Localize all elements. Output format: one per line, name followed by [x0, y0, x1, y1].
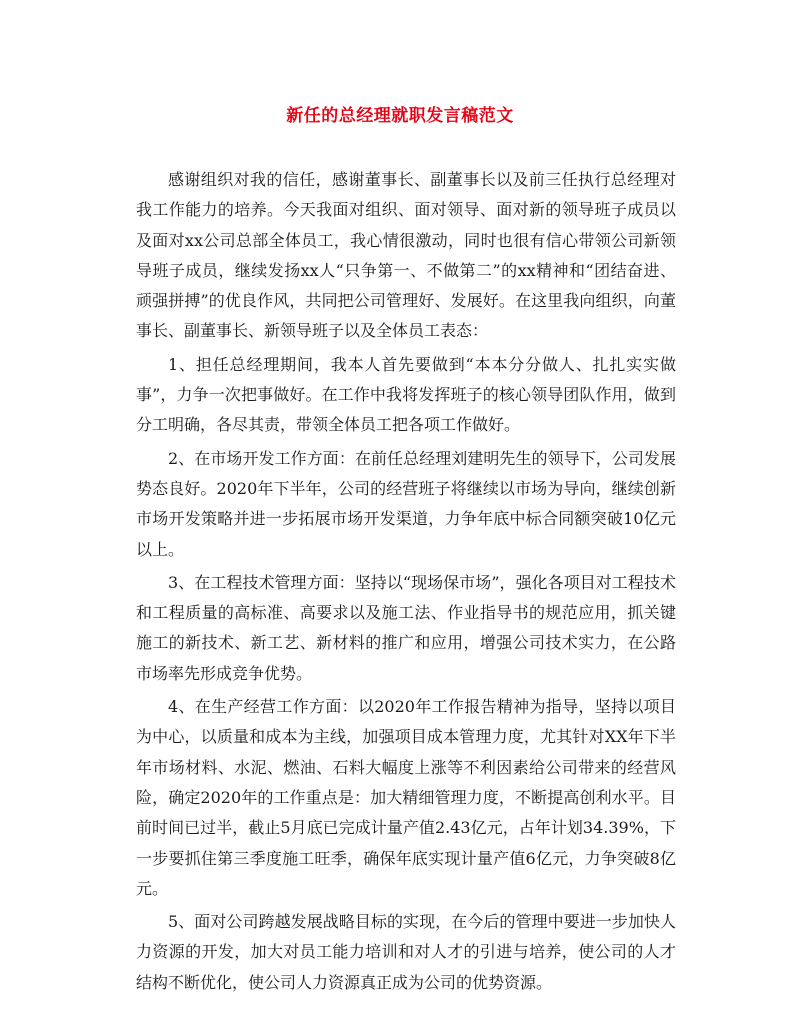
paragraph-item-3: 3、在工程技术管理方面：坚持以“现场保市场”，强化各项目对工程技术和工程质量的高标准、高要求以及施工法、作业指导书的规范应用，抓关键施工的新技术、新工艺、新材料的推广和应用，增强公司技术实力，在公路市场率先形成竞争优势。 — [136, 572, 676, 683]
paragraph-intro: 感谢组织对我的信任，感谢董事长、副董事长以及前三任执行总经理对我工作能力的培养。今天我面对组织、面对领导、面对新的领导班子成员以及面对xx公司总部全体员工，我心情很激动，同时也很有信心带领公司新领导班子成员，继续发扬xx人“只争第一、不做第二”的xx精神和“团结奋进、顽强拼搏”的优良作风，共同把公司管理好、发展好。在这里我向组织，向董事长、副董事长、新领导班子以及全体员工表态： — [136, 170, 676, 341]
paragraph-item-2: 2、在市场开发工作方面：在前任总经理刘建明先生的领导下，公司发展势态良好。2020年下半年，公司的经营班子将继续以市场为导向，继续创新市场开发策略并进一步拓展市场开发渠道，力争年底中标合同额突破10亿元以上。 — [136, 448, 676, 559]
document-title: 新任的总经理就职发言稿范文 — [286, 106, 514, 126]
document-body — [136, 165, 676, 1001]
paragraph-item-1: 1、担任总经理期间，我本人首先要做到“本本分分做人、扎扎实实做事”，力争一次把事做好。在工作中我将发挥班子的核心领导团队作用，做到分工明确，各尽其责，带领全体员工把各项工作做好。 — [136, 354, 676, 435]
paragraph-item-4: 4、在生产经营工作方面：以2020年工作报告精神为指导，坚持以项目为中心，以质量和成本为主线，加强项目成本管理力度，尤其针对XX年下半年市场材料、水泥、燃油、石料大幅度上涨等不利因素给公司带来的经营风险，确定2020年的工作重点是：加大精细管理力度，不断提高创利水平。目前时间已过半，截止5月底已完成计量产值2.43亿元，占年计划34.39%，下一步要抓住第三季度施工旺季，确保年底实现计量产值6亿元，力争突破8亿元。 — [136, 697, 676, 898]
paragraph-item-5: 5、面对公司跨越发展战略目标的实现，在今后的管理中要进一步加快人力资源的开发，加大对员工能力培训和对人才的引进与培养，使公司的人才结构不断优化，使公司人力资源真正成为公司的优势资源。 — [136, 912, 676, 992]
